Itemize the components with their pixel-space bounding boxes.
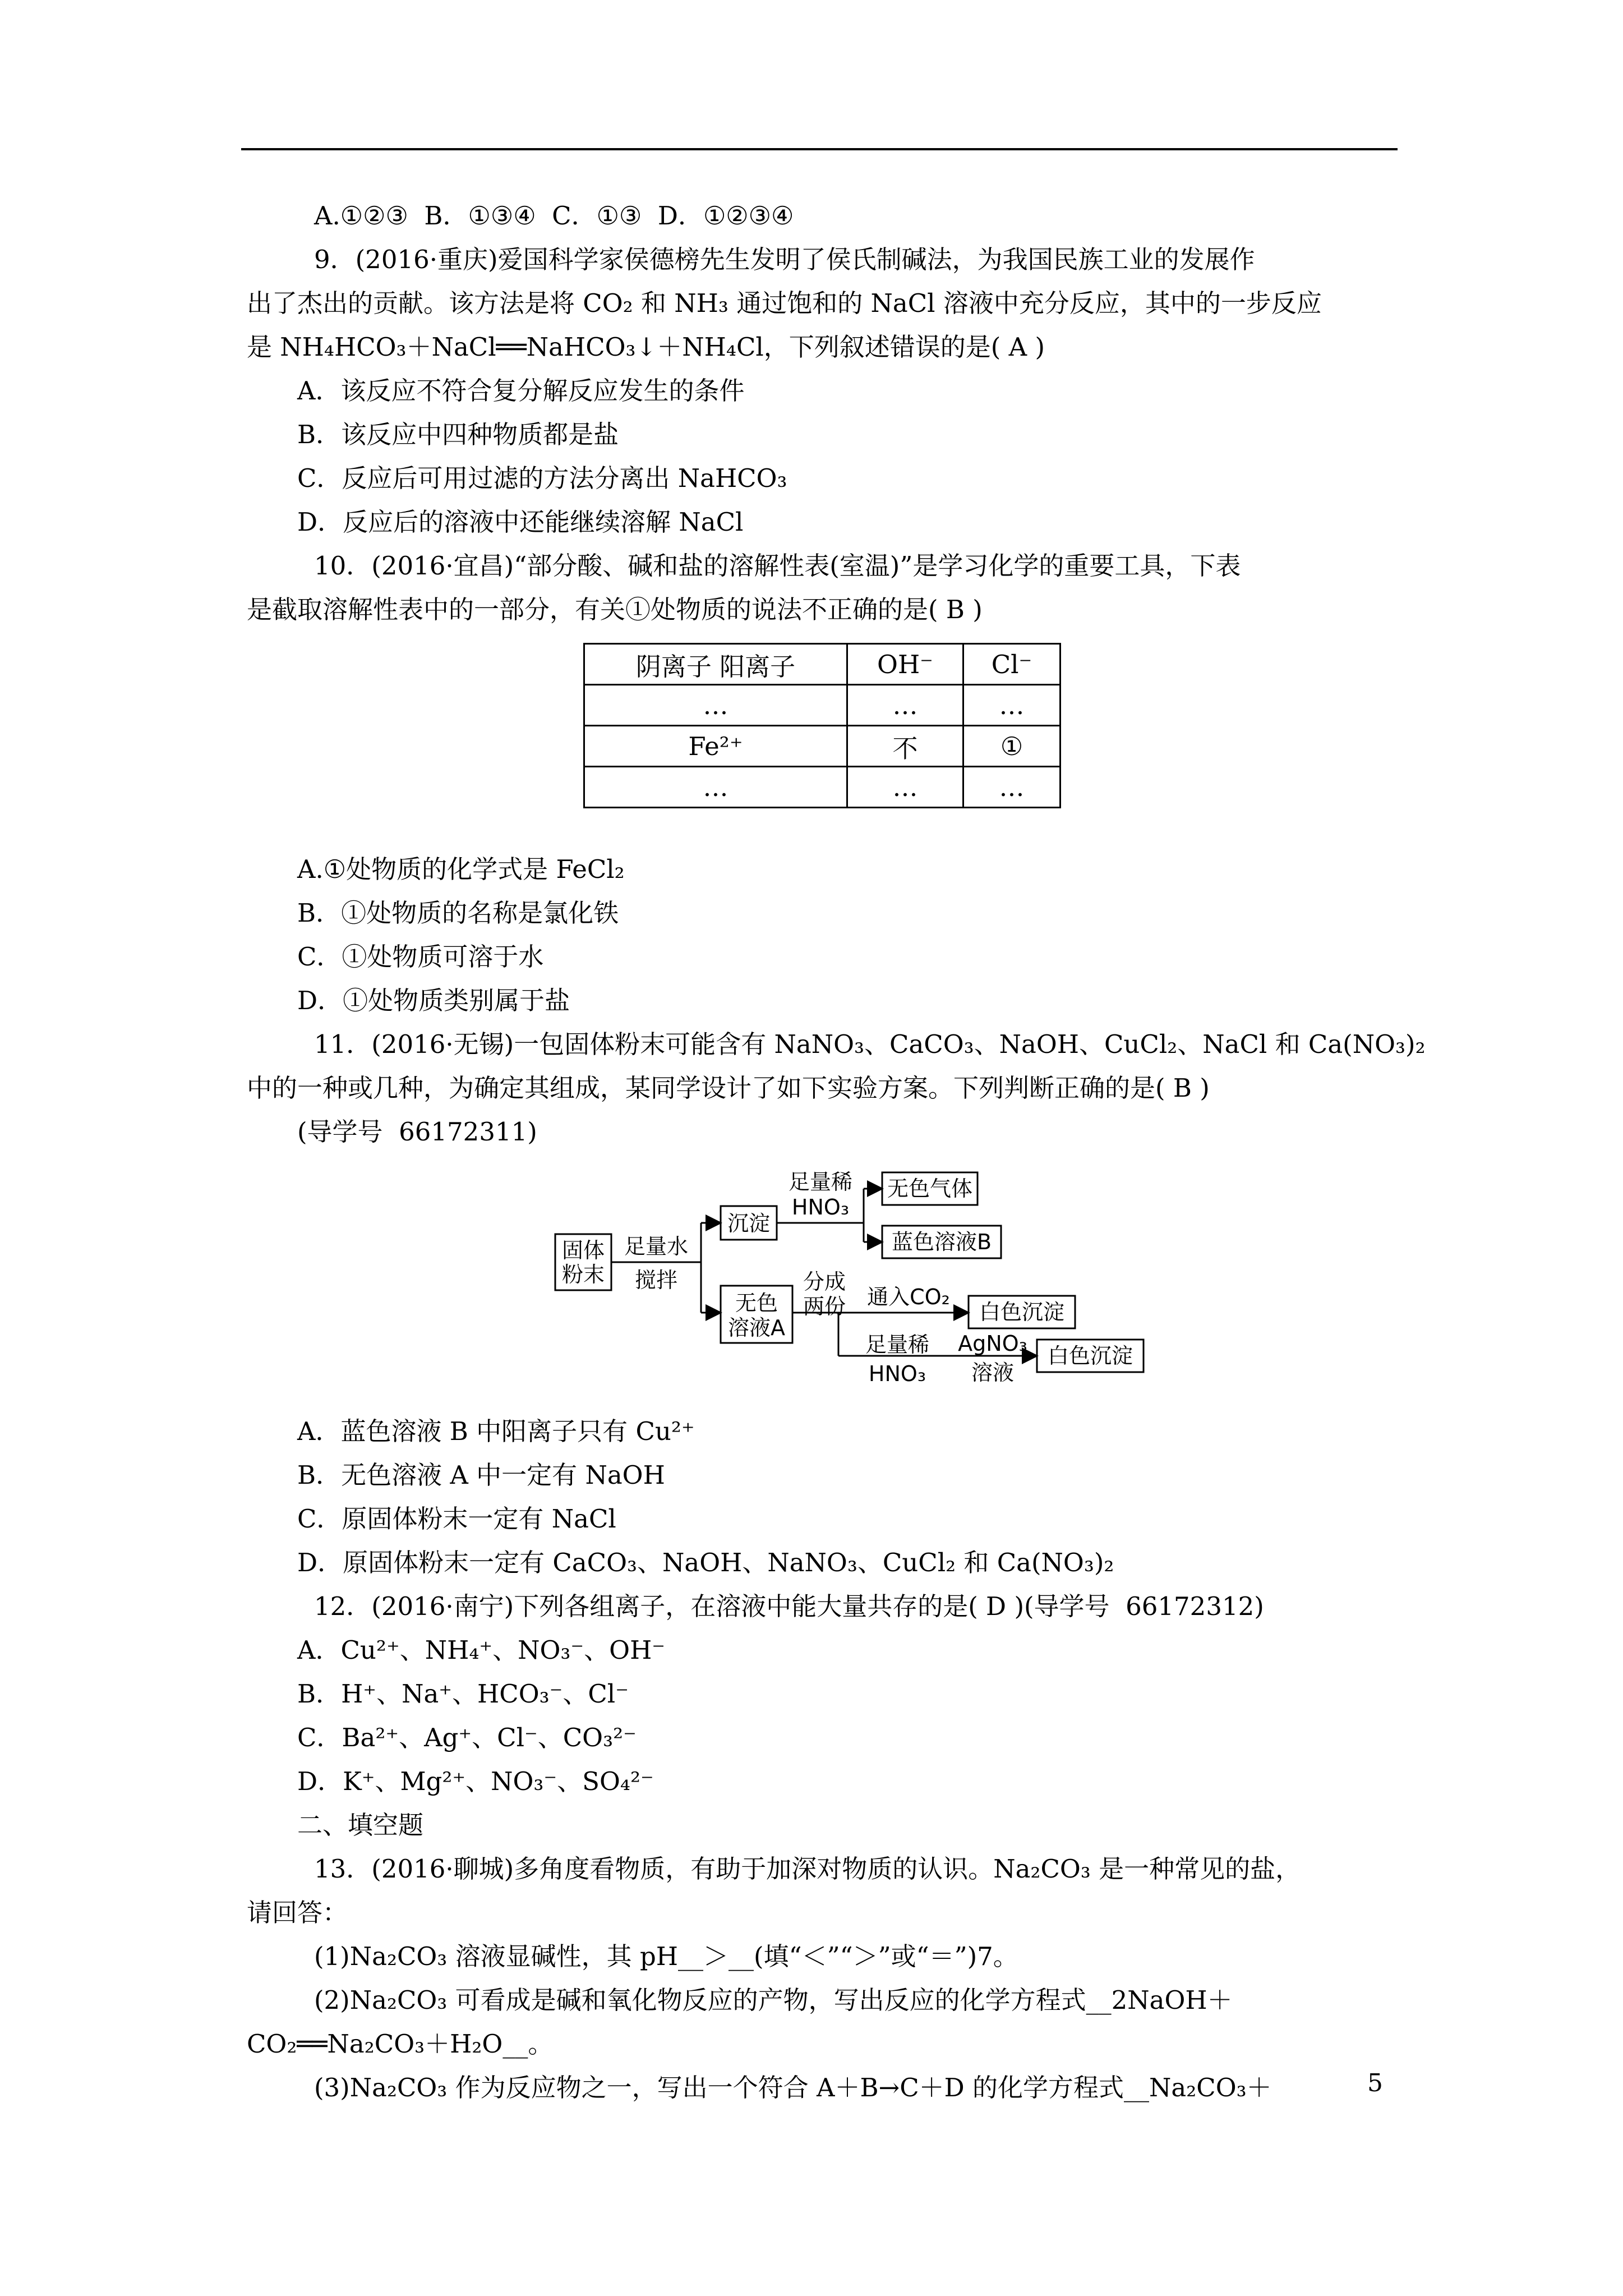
section-heading: 二、填空题 [297,1810,424,1840]
q12-option-d: D．K⁺、Mg²⁺、NO₃⁻、SO₄²⁻ [297,1766,654,1796]
label-powder: 粉末 [561,1262,605,1287]
label-split-2: 两份 [803,1294,846,1319]
q8-options: A.①②③ B．①③④ C．①③ D．①②③④ [314,201,794,231]
label-white-ppt-2: 白色沉淀 [1047,1343,1133,1368]
table-cell: … [847,685,963,726]
q12-option-b: B．H⁺、Na⁺、HCO₃⁻、Cl⁻ [297,1679,629,1709]
table-cell: Fe²⁺ [584,726,847,767]
label-colorless-gas: 无色气体 [887,1176,973,1201]
table-cell: … [963,767,1061,808]
q9-option-d: D．反应后的溶液中还能继续溶解 NaCl [297,507,744,537]
table-cell: … [584,685,847,726]
q11-option-d: D．原固体粉末一定有 CaCO₃、NaOH、NaNO₃、CuCl₂ 和 Ca(NO₃)₂ [297,1548,1114,1577]
q12-option-c: C．Ba²⁺、Ag⁺、Cl⁻、CO₃²⁻ [297,1723,637,1752]
q9-stem-1: 9．(2016·重庆)爱国科学家侯德榜先生发明了侯氏制碱法，为我国民族工业的发展作 [314,245,1255,274]
table-header-cell: 阴离子 阳离子 [584,644,847,685]
experiment-flowchart [550,1161,1155,1397]
label-pass-co2: 通入CO₂ [867,1285,950,1309]
q11-stem-1: 11．(2016·无锡)一包固体粉末可能含有 NaNO₃、CaCO₃、NaOH、CuCl₂、NaCl 和 Ca(NO₃)₂ [314,1029,1426,1059]
label-stir: 搅拌 [634,1268,678,1292]
q13-part-3: (3)Na₂CO₃ 作为反应物之一，写出一个符合 A＋B→C＋D 的化学方程式__Na₂CO₃＋ [314,2073,1272,2102]
header-rule [241,148,1398,150]
label-excess-water: 足量水 [624,1234,689,1259]
q12-option-a: A．Cu²⁺、NH₄⁺、NO₃⁻、OH⁻ [297,1635,666,1665]
q13-part-1: (1)Na₂CO₃ 溶液显碱性，其 pH__＞__(填“＜”“＞”或“＝”)7。 [314,1941,1018,1971]
label-solution-a: 溶液A [728,1315,785,1340]
q10-stem-1: 10．(2016·宜昌)“部分酸、碱和盐的溶解性表(室温)”是学习化学的重要工具，下表 [314,551,1241,581]
q9-stem-3: 是 NH₄HCO₃＋NaCl══NaHCO₃↓＋NH₄Cl，下列叙述错误的是( A ) [247,332,1045,362]
solubility-table [583,643,1061,808]
q11-guide-number: (导学号 66172311) [297,1117,537,1147]
q9-option-b: B．该反应中四种物质都是盐 [297,420,619,449]
q11-stem-2: 中的一种或几种，为确定其组成，某同学设计了如下实验方案。下列判断正确的是( B ) [247,1073,1210,1103]
q11-option-b: B．无色溶液 A 中一定有 NaOH [297,1460,665,1490]
q9-option-c: C．反应后可用过滤的方法分离出 NaHCO₃ [297,463,787,493]
table-cell: … [847,767,963,808]
table-cell: 不 [847,726,963,767]
q13-part-2-line2: CO₂══Na₂CO₃＋H₂O__。 [247,2029,554,2059]
table-row [584,767,1061,808]
table-header-cell: Cl⁻ [963,644,1061,685]
table-cell: … [963,685,1061,726]
label-white-ppt-1: 白色沉淀 [979,1300,1065,1324]
q11-option-c: C．原固体粉末一定有 NaCl [297,1504,616,1534]
q9-stem-2: 出了杰出的贡献。该方法是将 CO₂ 和 NH₃ 通过饱和的 NaCl 溶液中充分反应，其中的一步反应 [247,288,1322,318]
label-split-1: 分成 [803,1269,846,1294]
q10-option-c: C．①处物质可溶于水 [297,942,544,972]
label-precipitate: 沉淀 [727,1211,771,1236]
label-acid2-line2: HNO₃ [868,1361,926,1386]
table-cell: ① [963,726,1061,767]
q13-stem-2: 请回答： [247,1898,348,1927]
q13-stem-1: 13．(2016·聊城)多角度看物质，有助于加深对物质的认识。Na₂CO₃ 是一种常见的盐， [314,1854,1301,1884]
q10-option-d: D．①处物质类别属于盐 [297,986,570,1015]
q10-option-a: A.①处物质的化学式是 FeCl₂ [297,854,625,884]
label-acid2-line1: 足量稀 [865,1332,930,1357]
label-agno3-solution: 溶液 [971,1360,1015,1385]
label-acid1-line2: HNO₃ [791,1195,850,1220]
table-cell: … [584,767,847,808]
label-acid1-line1: 足量稀 [788,1170,853,1194]
q10-stem-2: 是截取溶解性表中的一部分，有关①处物质的说法不正确的是( B ) [247,595,983,624]
q12-stem: 12．(2016·南宁)下列各组离子，在溶液中能大量共存的是( D )(导学号 66172312) [314,1591,1264,1621]
label-colorless: 无色 [735,1291,778,1315]
q10-option-b: B．①处物质的名称是氯化铁 [297,898,619,928]
table-row [584,685,1061,726]
page-number: 5 [1367,2069,1383,2097]
label-solid: 固体 [561,1238,605,1263]
label-blue-solution: 蓝色溶液B [891,1230,992,1254]
q11-option-a: A．蓝色溶液 B 中阳离子只有 Cu²⁺ [297,1416,695,1446]
table-header-row [584,644,1061,685]
q9-option-a: A．该反应不符合复分解反应发生的条件 [297,376,745,406]
table-header-cell: OH⁻ [847,644,963,685]
q13-part-2-line1: (2)Na₂CO₃ 可看成是碱和氧化物反应的产物，写出反应的化学方程式__2NaOH＋ [314,1985,1233,2015]
table-row [584,726,1061,767]
label-agno3: AgNO₃ [958,1331,1027,1356]
